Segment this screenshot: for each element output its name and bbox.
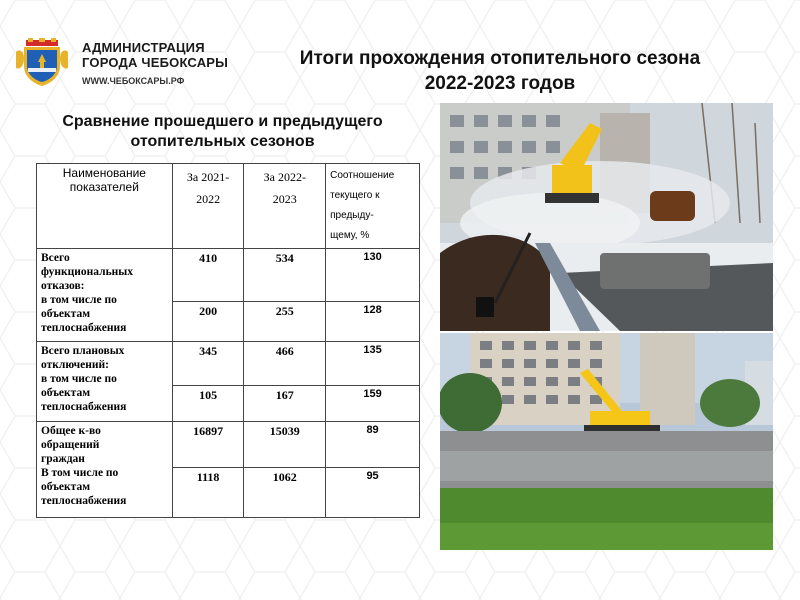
section-title bbox=[20, 112, 425, 152]
header-ratio-line1: Соотношение bbox=[330, 170, 395, 181]
header-name-line2: показателей bbox=[69, 180, 139, 194]
value-ratio: 95 bbox=[326, 468, 420, 518]
table-header-row bbox=[37, 164, 420, 249]
row-label-line: теплоснабжения bbox=[41, 401, 127, 413]
value-ratio: 159 bbox=[326, 386, 420, 422]
header-y1-line1: За 2021- bbox=[186, 170, 230, 184]
value-ratio: 135 bbox=[326, 342, 420, 386]
row-label-planned-outages bbox=[37, 342, 173, 422]
row-label-citizen-requests bbox=[37, 422, 173, 518]
value-2022-2023: 255 bbox=[244, 302, 326, 342]
org-name-line2: ГОРОДА ЧЕБОКСАРЫ bbox=[82, 55, 229, 70]
row-label-line: обращений bbox=[41, 439, 100, 451]
city-coat-of-arms-logo bbox=[14, 38, 70, 88]
page-title-line1: Итоги прохождения отопительного сезона bbox=[299, 48, 701, 69]
header-ratio-line4: щему, % bbox=[330, 230, 370, 241]
row-label-line: отключений: bbox=[41, 359, 109, 371]
value-2021-2022: 345 bbox=[172, 342, 244, 386]
row-label-line: Всего bbox=[41, 252, 70, 264]
header-ratio-line3: предыду- bbox=[330, 210, 374, 221]
row-label-line: В том числе по bbox=[41, 467, 119, 479]
org-name-line1: АДМИНИСТРАЦИЯ bbox=[82, 40, 205, 55]
header-y2-line1: За 2022- bbox=[263, 170, 306, 184]
value-2022-2023: 466 bbox=[244, 342, 326, 386]
row-label-line: объектам bbox=[41, 387, 91, 399]
table-row bbox=[37, 342, 420, 386]
row-label-line: теплоснабжения bbox=[41, 495, 127, 507]
row-label-line: теплоснабжения bbox=[41, 322, 127, 334]
value-2022-2023: 167 bbox=[244, 386, 326, 422]
table-row bbox=[37, 249, 420, 302]
header-ratio-line2: текущего к bbox=[330, 190, 380, 201]
section-title-line2: отопительных сезонов bbox=[130, 133, 315, 150]
section-title-line1: Сравнение прошедшего и предыдущего bbox=[62, 113, 383, 130]
value-2021-2022: 1118 bbox=[172, 468, 244, 518]
photo-crane-street bbox=[440, 333, 773, 550]
value-2022-2023: 534 bbox=[244, 249, 326, 302]
photo-excavator-winter bbox=[440, 103, 773, 331]
row-label-line: в том числе по bbox=[41, 373, 117, 385]
header-2022-2023 bbox=[244, 164, 326, 249]
header-y1-line2: 2022 bbox=[196, 192, 221, 206]
header-ratio bbox=[326, 164, 420, 249]
page-title bbox=[240, 46, 760, 96]
row-label-line: граждан bbox=[41, 453, 85, 465]
header-2021-2022 bbox=[172, 164, 244, 249]
comparison-table bbox=[36, 163, 420, 518]
header-name-line1: Наименование bbox=[62, 166, 146, 180]
value-ratio: 130 bbox=[326, 249, 420, 302]
value-2021-2022: 16897 bbox=[172, 422, 244, 468]
row-label-line: Всего плановых bbox=[41, 345, 125, 357]
value-2021-2022: 105 bbox=[172, 386, 244, 422]
value-ratio: 128 bbox=[326, 302, 420, 342]
row-label-line: объектам bbox=[41, 481, 91, 493]
row-label-line: в том числе по bbox=[41, 294, 117, 306]
value-2022-2023: 15039 bbox=[244, 422, 326, 468]
row-label-line: отказов: bbox=[41, 280, 85, 292]
row-label-line: функциональных bbox=[41, 266, 134, 278]
header-y2-line2: 2023 bbox=[272, 192, 297, 206]
table-row bbox=[37, 422, 420, 468]
page-title-line2: 2022-2023 годов bbox=[424, 73, 576, 94]
org-website: WWW.ЧЕБОКСАРЫ.РФ bbox=[82, 76, 185, 86]
row-label-line: Общее к-во bbox=[41, 425, 101, 437]
value-2021-2022: 200 bbox=[172, 302, 244, 342]
header-indicator-name bbox=[37, 164, 173, 249]
row-label-line: объектам bbox=[41, 308, 91, 320]
row-label-total-failures bbox=[37, 249, 173, 342]
value-ratio: 89 bbox=[326, 422, 420, 468]
organization-block bbox=[82, 40, 228, 86]
value-2021-2022: 410 bbox=[172, 249, 244, 302]
value-2022-2023: 1062 bbox=[244, 468, 326, 518]
